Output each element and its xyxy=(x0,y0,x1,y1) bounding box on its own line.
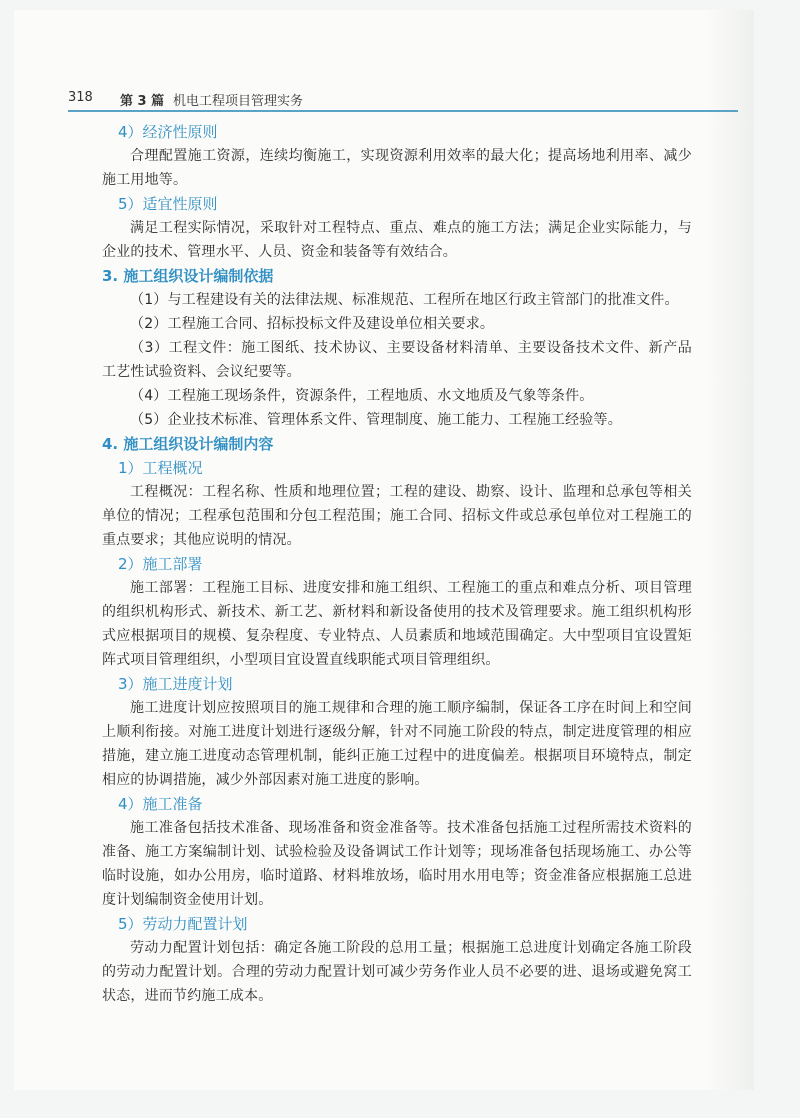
paragraph: （1）与工程建设有关的法律法规、标准规范、工程所在地区行政主管部门的批准文件。 xyxy=(130,292,679,308)
paragraph: （4）工程施工现场条件，资源条件，工程地质、水文地质及气象等条件。 xyxy=(130,388,594,404)
paragraph: 施工部署：工程施工目标、进度安排和施工组织、工程施工的重点和难点分析、项目管理的组织机构形式、新技术、新工艺、新材料和新设备使用的技术及管理要求。施工组织机构形式应根据项目的规模、复杂程度、专业特点、人员素质和地域范围确定。大中型项目宜设置矩阵式项目管理组织，小型项目宜设置直线职能式项目管理组织。 xyxy=(102,580,692,668)
subsection-heading: 3）施工进度计划 xyxy=(118,675,233,693)
page-number: 318 xyxy=(68,90,93,105)
paragraph: （2）工程施工合同、招标投标文件及建设单位相关要求。 xyxy=(130,316,495,332)
paragraph: 合理配置施工资源，连续均衡施工，实现资源利用效率的最大化；提高场地利用率、减少施工用地等。 xyxy=(102,148,692,188)
subsection-heading: 4）经济性原则 xyxy=(118,123,218,141)
header-rule xyxy=(68,110,738,112)
page-edge-shadow xyxy=(706,10,754,1090)
running-title: 机电工程项目管理实务 xyxy=(173,94,304,109)
subsection-heading: 1）工程概况 xyxy=(118,459,203,477)
part-label: 第 3 篇 xyxy=(120,94,165,109)
subsection-heading: 5）适宜性原则 xyxy=(118,195,218,213)
paragraph: （5）企业技术标准、管理体系文件、管理制度、施工能力、工程施工经验等。 xyxy=(130,412,622,428)
paragraph: 施工准备包括技术准备、现场准备和资金准备等。技术准备包括施工过程所需技术资料的准备、施工方案编制计划、试验检验及设备调试工作计划等；现场准备包括现场施工、办公等临时设施，如办公用房，临时道路、材料堆放场，临时用水用电等；资金准备应根据施工总进度计划编制资金使用计划。 xyxy=(102,820,692,908)
paragraph: 满足工程实际情况，采取针对工程特点、重点、难点的施工方法；满足企业实际能力，与企业的技术、管理水平、人员、资金和装备等有效结合。 xyxy=(102,220,692,260)
book-page xyxy=(14,10,754,1090)
section-heading: 4. 施工组织设计编制内容 xyxy=(102,435,274,453)
subsection-heading: 4）施工准备 xyxy=(118,795,203,813)
paragraph: 施工进度计划应按照项目的施工规律和合理的施工顺序编制，保证各工序在时间上和空间上顺利衔接。对施工进度计划进行逐级分解，针对不同施工阶段的特点，制定进度管理的相应措施，建立施工进度动态管理机制，能纠正施工过程中的进度偏差。根据项目环境特点，制定相应的协调措施，减少外部因素对施工进度的影响。 xyxy=(102,700,692,788)
section-heading: 3. 施工组织设计编制依据 xyxy=(102,267,274,285)
page-header xyxy=(68,84,738,112)
body-text xyxy=(102,120,692,1008)
subsection-heading: 5）劳动力配置计划 xyxy=(118,915,248,933)
subsection-heading: 2）施工部署 xyxy=(118,555,203,573)
paragraph: （3）工程文件：施工图纸、技术协议、主要设备材料清单、主要设备技术文件、新产品工艺性试验资料、会议纪要等。 xyxy=(102,340,692,380)
paragraph: 工程概况：工程名称、性质和地理位置；工程的建设、勘察、设计、监理和总承包等相关单位的情况；工程承包范围和分包工程范围；施工合同、招标文件或总承包单位对工程施工的重点要求；其他应说明的情况。 xyxy=(102,484,692,548)
paragraph: 劳动力配置计划包括：确定各施工阶段的总用工量；根据施工总进度计划确定各施工阶段的劳动力配置计划。合理的劳动力配置计划可减少劳务作业人员不必要的进、退场或避免窝工状态，进而节约施工成本。 xyxy=(102,940,692,1004)
